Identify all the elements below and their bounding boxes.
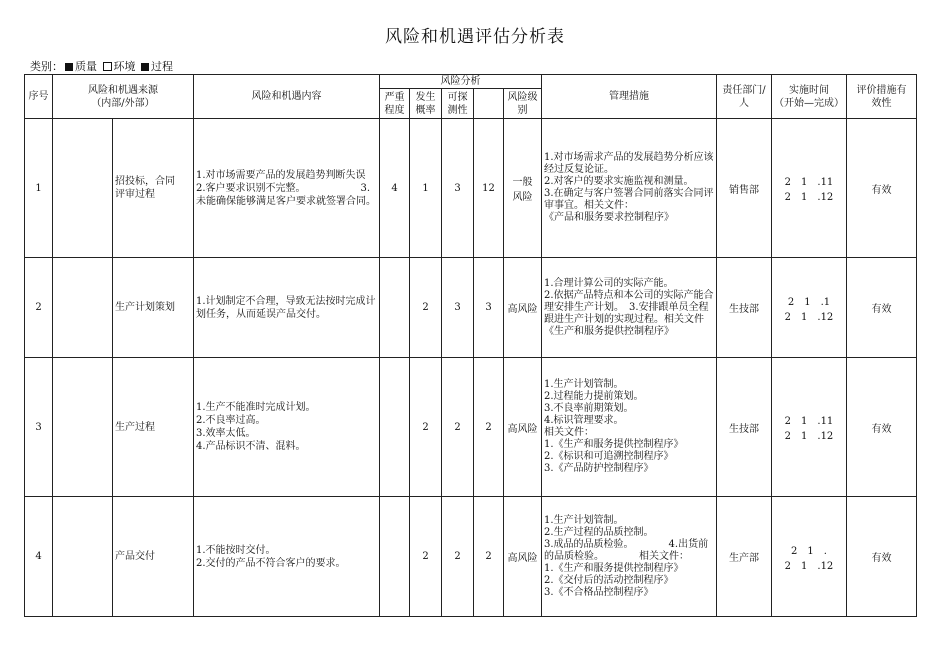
row-severity [380,258,410,358]
row-effectiveness: 有效 [847,358,917,497]
category-option-quality: 质量 [75,60,97,73]
checkbox-empty-icon [103,62,112,71]
row-detectability: 3 [442,258,474,358]
header-source: 风险和机遇来源 （内部/外部） [53,75,194,119]
row-content: 1.生产不能准时完成计划。 2.不良率过高。 3.效率太低。 4.产品标识不清、混料。 [194,358,380,497]
table-row [25,119,917,258]
row-level: 高风险 [504,258,542,358]
time-start: 2 1 .1 [787,296,831,308]
category-option-process: 过程 [151,60,173,73]
row-score: 3 [474,258,504,358]
row-source: 招投标，合同 评审过程 [113,119,194,258]
row-seq: 4 [25,497,53,617]
header-probability: 发生 概率 [410,89,442,119]
table-row [25,258,917,358]
row-level: 高风险 [504,358,542,497]
time-end: 2 1 .12 [784,560,834,572]
row-effectiveness: 有效 [847,258,917,358]
row-score: 2 [474,358,504,497]
table-row [25,358,917,497]
header-analysis: 风险分析 [380,75,542,89]
header-score [474,89,504,119]
row-source-blank [53,119,113,258]
row-severity: 4 [380,119,410,258]
header-owner: 责任部门/ 人 [717,75,772,119]
row-seq: 3 [25,358,53,497]
row-source-blank [53,497,113,617]
header-level: 风险级 别 [504,89,542,119]
time-end: 2 1 .12 [784,192,834,203]
row-probability: 1 [410,119,442,258]
row-effectiveness: 有效 [847,497,917,617]
row-content: 1.不能按时交付。 2.交付的产品不符合客户的要求。 [194,497,380,617]
table-row [25,497,917,617]
row-time [772,119,847,258]
row-detectability: 2 [442,497,474,617]
row-owner: 销售部 [717,119,772,258]
row-content: 1.对市场需要产品的发展趋势判断失误 2.客户要求识别不完整。 3.未能确保能够满足客户要求就签署合同。 [194,119,380,258]
checkbox-filled-icon [65,63,73,71]
row-time [772,497,847,617]
row-measures: 1.生产计划管制。 2.生产过程的品质控制。 3.成品的品质检验。 4.出货前的品质检验。 相关文件： 1.《生产和服务提供控制程序》 2.《交付后的活动控制程序》 3.《不合格品控制程序》 [542,497,717,617]
row-probability: 2 [410,497,442,617]
row-owner: 生产部 [717,497,772,617]
time-end: 2 1 .12 [784,311,834,323]
header-content: 风险和机遇内容 [194,75,380,119]
row-source: 产品交付 [113,497,194,617]
risk-assessment-table [24,74,917,617]
category-option-environment: 环境 [113,60,136,73]
row-measures: 1.合理计算公司的实际产能。 2.依据产品特点和本公司的实际产能合理安排生产计划。 3.安排跟单员全程跟进生产计划的实现过程。相关文件 《生产和服务提供控制程序》 [542,258,717,358]
checkbox-filled-icon [141,63,149,71]
row-effectiveness: 有效 [847,119,917,258]
row-level: 高风险 [504,497,542,617]
row-probability: 2 [410,358,442,497]
category-selector [30,58,173,74]
row-time [772,358,847,497]
category-label: 类别： [30,60,63,73]
page-title: 风险和机遇评估分析表 [385,27,565,47]
row-measures: 1.生产计划管制。 2.过程能力提前策划。 3.不良率前期策划。 4.标识管理要求。 相关文件： 1.《生产和服务提供控制程序》 2.《标识和可追溯控制程序》 3.《产品防护控制程序》 [542,358,717,497]
row-source-blank [53,358,113,497]
time-start: 2 1 . [791,545,827,557]
row-content: 1.计划制定不合理，导致无法按时完成计划任务，从而延误产品交付。 [194,258,380,358]
row-measures: 1.对市场需求产品的发展趋势分析应该经过反复论证。 2.对客户的要求实施监视和测量。 3.在确定与客户签署合同前落实合同评审事宜。相关文件： 《产品和服务要求控制程序》 [542,119,717,258]
header-time: 实施时间 （开始—完成） [772,75,847,119]
header-severity: 严重 程度 [380,89,410,119]
row-score: 2 [474,497,504,617]
row-owner: 生技部 [717,358,772,497]
row-score: 12 [474,119,504,258]
row-source: 生产过程 [113,358,194,497]
row-time [772,258,847,358]
row-detectability: 2 [442,358,474,497]
header-measures: 管理措施 [542,75,717,119]
row-severity [380,358,410,497]
time-start: 2 1 .11 [784,416,834,427]
row-probability: 2 [410,258,442,358]
header-detectability: 可探 测性 [442,89,474,119]
row-detectability: 3 [442,119,474,258]
row-level: 一般 风险 [504,119,542,258]
row-owner: 生技部 [717,258,772,358]
row-severity [380,497,410,617]
row-seq: 2 [25,258,53,358]
header-effectiveness: 评价措施有 效性 [847,75,917,119]
time-end: 2 1 .12 [784,431,834,442]
row-source: 生产计划策划 [113,258,194,358]
row-source-blank [53,258,113,358]
time-start: 2 1 .11 [784,177,834,188]
row-seq: 1 [25,119,53,258]
header-seq: 序号 [25,75,53,119]
